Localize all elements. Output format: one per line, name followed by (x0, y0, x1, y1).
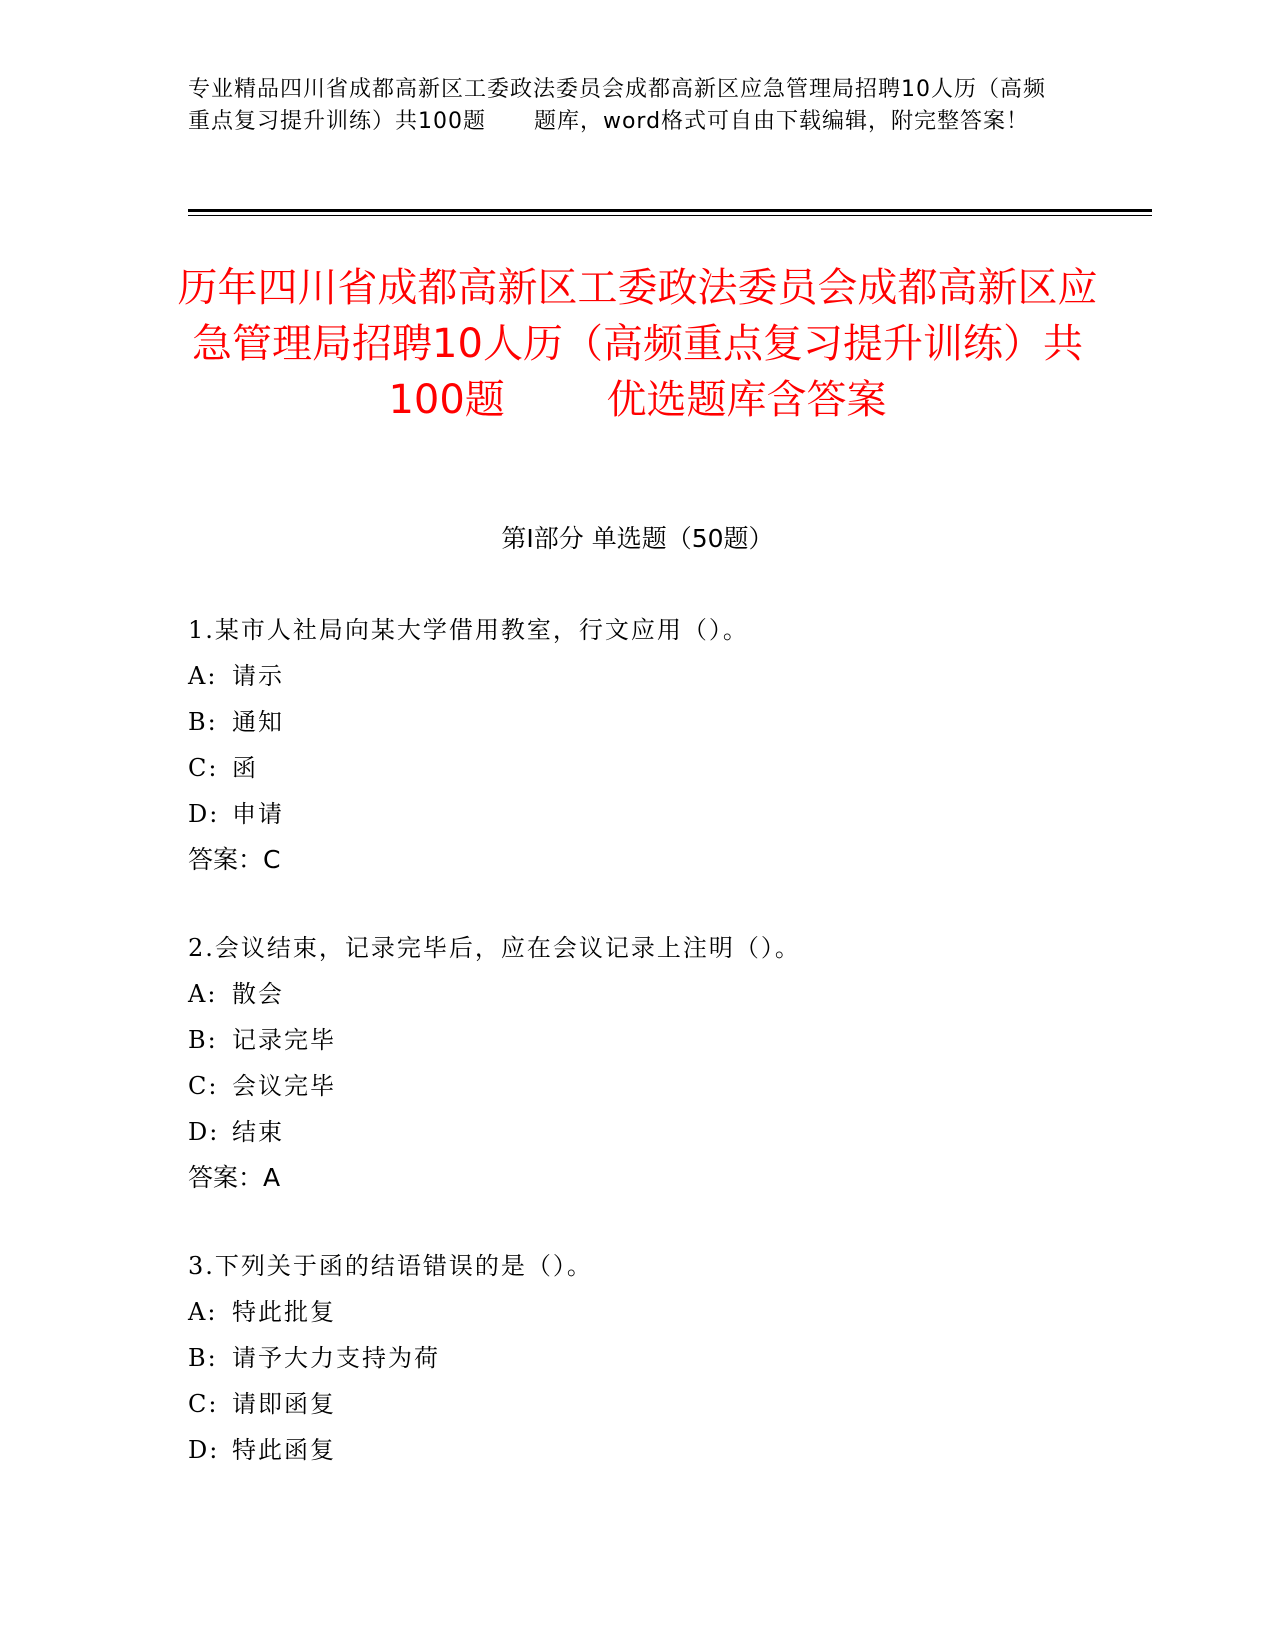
option-text: 通知 (232, 708, 284, 736)
option-text: 散会 (232, 980, 284, 1008)
option-text: 请示 (232, 662, 284, 690)
option-label: D: (188, 1118, 220, 1146)
answer-line: 答案：A (188, 1163, 281, 1192)
option-label: A: (188, 662, 218, 690)
option-c (188, 1381, 1088, 1427)
option-c (188, 745, 1088, 791)
option-text: 特此函复 (232, 1436, 336, 1464)
option-a (188, 653, 1088, 699)
question-2 (188, 925, 1088, 1201)
option-text: 函 (232, 754, 258, 782)
header-divider-thick (188, 209, 1152, 212)
header-note: 专业精品四川省成都高新区工委政法委员会成都高新区应急管理局招聘10人历（高频重点复习提升训练）共100题 题库，word格式可自由下载编辑，附完整答案！ (188, 77, 1046, 134)
question-stem: 2.会议结束，记录完毕后，应在会议记录上注明（）。 (188, 934, 801, 962)
option-label: B: (188, 1344, 218, 1372)
document-title: 历年四川省成都高新区工委政法委员会成都高新区应急管理局招聘10人历（高频重点复习提升训练）共100题 优选题库含答案 (177, 265, 1098, 423)
question-stem: 1.某市人社局向某大学借用教室，行文应用（）。 (188, 616, 749, 644)
option-label: A: (188, 1298, 218, 1326)
option-label: B: (188, 1026, 218, 1054)
option-label: C: (188, 1072, 219, 1100)
section-heading: 第Ⅰ部分 单选题（50题） (501, 524, 774, 553)
option-d (188, 1109, 1088, 1155)
option-b (188, 699, 1088, 745)
question-1 (188, 607, 1088, 883)
answer-line: 答案：C (188, 845, 281, 874)
option-label: C: (188, 1390, 219, 1418)
option-d (188, 1427, 1088, 1473)
option-label: A: (188, 980, 218, 1008)
option-b (188, 1017, 1088, 1063)
option-c (188, 1063, 1088, 1109)
question-3 (188, 1243, 1088, 1473)
option-b (188, 1335, 1088, 1381)
option-label: D: (188, 1436, 220, 1464)
option-text: 请即函复 (232, 1390, 336, 1418)
header-divider-thin (188, 215, 1152, 216)
option-text: 申请 (232, 800, 284, 828)
option-label: B: (188, 708, 218, 736)
option-text: 会议完毕 (232, 1072, 336, 1100)
option-label: D: (188, 800, 220, 828)
option-label: C: (188, 754, 219, 782)
option-a (188, 1289, 1088, 1335)
option-text: 特此批复 (232, 1298, 336, 1326)
option-a (188, 971, 1088, 1017)
option-d (188, 791, 1088, 837)
option-text: 结束 (232, 1118, 284, 1146)
question-stem: 3.下列关于函的结语错误的是（）。 (188, 1252, 593, 1280)
option-text: 记录完毕 (232, 1026, 336, 1054)
option-text: 请予大力支持为荷 (232, 1344, 440, 1372)
